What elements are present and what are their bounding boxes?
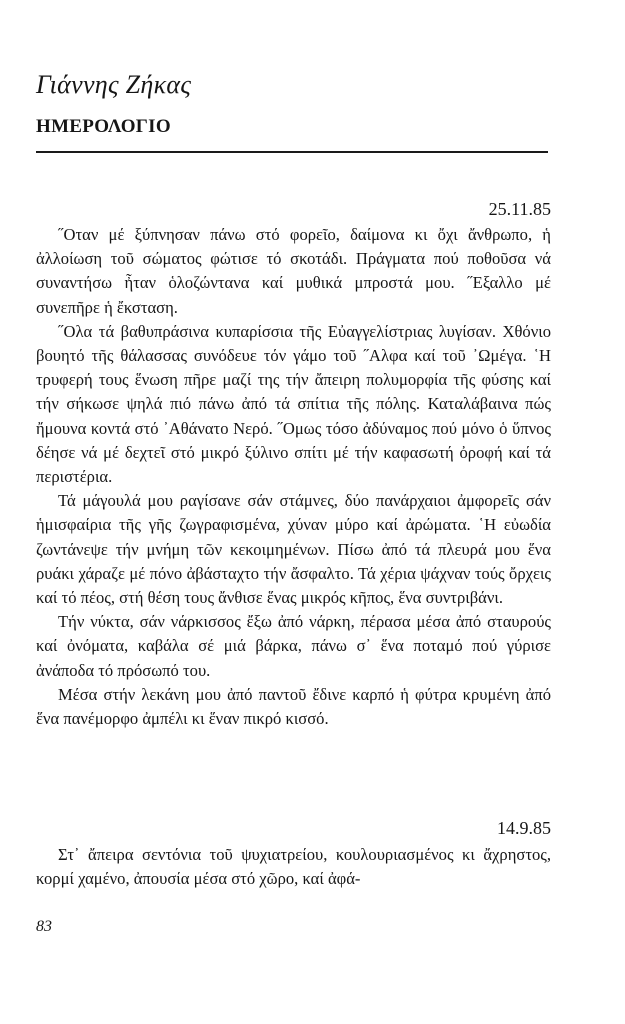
paragraph: Τήν νύκτα, σάν νάρκισσος ἔξω ἀπό νάρκη, πέρασα μέσα ἀπό σταυρούς καί ὀνόματα, καβάλα σέ μιά βάρκα, πάνω σ᾿ ἕνα ποταμό πού γύρισε ἀνάποδα τό πρόσωπό του.	[36, 612, 551, 680]
book-title: ΗΜΕΡΟΛΟΓΙΟ	[36, 116, 171, 137]
paragraph: ˝Οταν μέ ξύπνησαν πάνω στό φορεῖο, δαίμονα κι ὄχι ἄνθρωπο, ἡ ἀλλοίωση τοῦ σώματος φώτισε τό σκοτάδι. Πράγματα πού ποθοῦσα νά συναντήσω ἦταν ὁλοζώντανα καί μυθικά μπροστά μου. ˝Εξαλλο μέ συνεπῆρε ἡ ἔκσταση.	[36, 225, 551, 317]
title-rule	[36, 151, 548, 153]
paragraph: Μέσα στήν λεκάνη μου ἀπό παντοῦ ἔδινε καρπό ἡ φύτρα κρυμένη ἀπό ἕνα πανέμορφο ἀμπέλι κι ἕναν πικρό κισσό.	[36, 684, 551, 729]
paragraph: ˝Ολα τά βαθυπράσινα κυπαρίσσια τῆς Εὐαγγελίστριας λυγίσαν. Χθόνιο βουητό τῆς θάλασσας συνόδευε τόν γάμο τοῦ ˝Αλφα καί τοῦ ᾿Ωμέγα. ῾Η τρυφερή τους ἕνωση πῆρε μαζί της τήν ἄπειρη πολυμορφία τῆς φύσης καί τήν σήκωσε ψηλά πιό πάνω ἀπό τά σπίτια τῆς πόλης. Καταλάβαινα πώς ἤμουνα κοντά στό ᾿Αθάνατο Νερό. ˝Ομως τόσο ἀδύναμος πού μόνο ὁ ὕπνος δέησε νά μέ δεχτεῖ στό μικρό ξύλινο σπίτι μέ τήν καφασωτή ὀροφή καί τά περιστέρια.	[36, 321, 551, 487]
entry-date: 14.9.85	[497, 818, 551, 838]
paragraph: Τά μάγουλά μου ραγίσανε σάν στάμνες, δύο πανάρχαιοι ἀμφορεῖς σάν ἡμισφαίρια τῆς γῆς ζωγραφισμένα, χύναν μύρο καί ἀρώματα. ῾Η εὐωδία ζωντάνεψε τήν μνήμη τῶν κεκοιμημένων. Πίσω ἀπό τά πλευρά μου ἕνα ρυάκι χάραζε μέ πόνο ἀβάσταχτο τήν ἄσφαλτο. Τά χέρια ψάχναν τούς ὄρχεις καί τό πέος, στή θέση τους ἄνθισε ἕνας μικρός κῆπος, ἕνα συντριβάνι.	[36, 491, 551, 608]
paragraph: Στ᾿ ἄπειρα σεντόνια τοῦ ψυχιατρείου, κουλουριασμένος κι ἄχρηστος, κορμί χαμένο, ἀπουσία μέσα στό χῶρο, καί ἀφά-	[36, 845, 551, 889]
page-number: 83	[36, 918, 52, 935]
author-name: Γιάννης Ζήκας	[36, 70, 192, 99]
entry-body	[36, 843, 551, 891]
entry-body	[36, 223, 551, 731]
entry-date: 25.11.85	[488, 199, 551, 219]
